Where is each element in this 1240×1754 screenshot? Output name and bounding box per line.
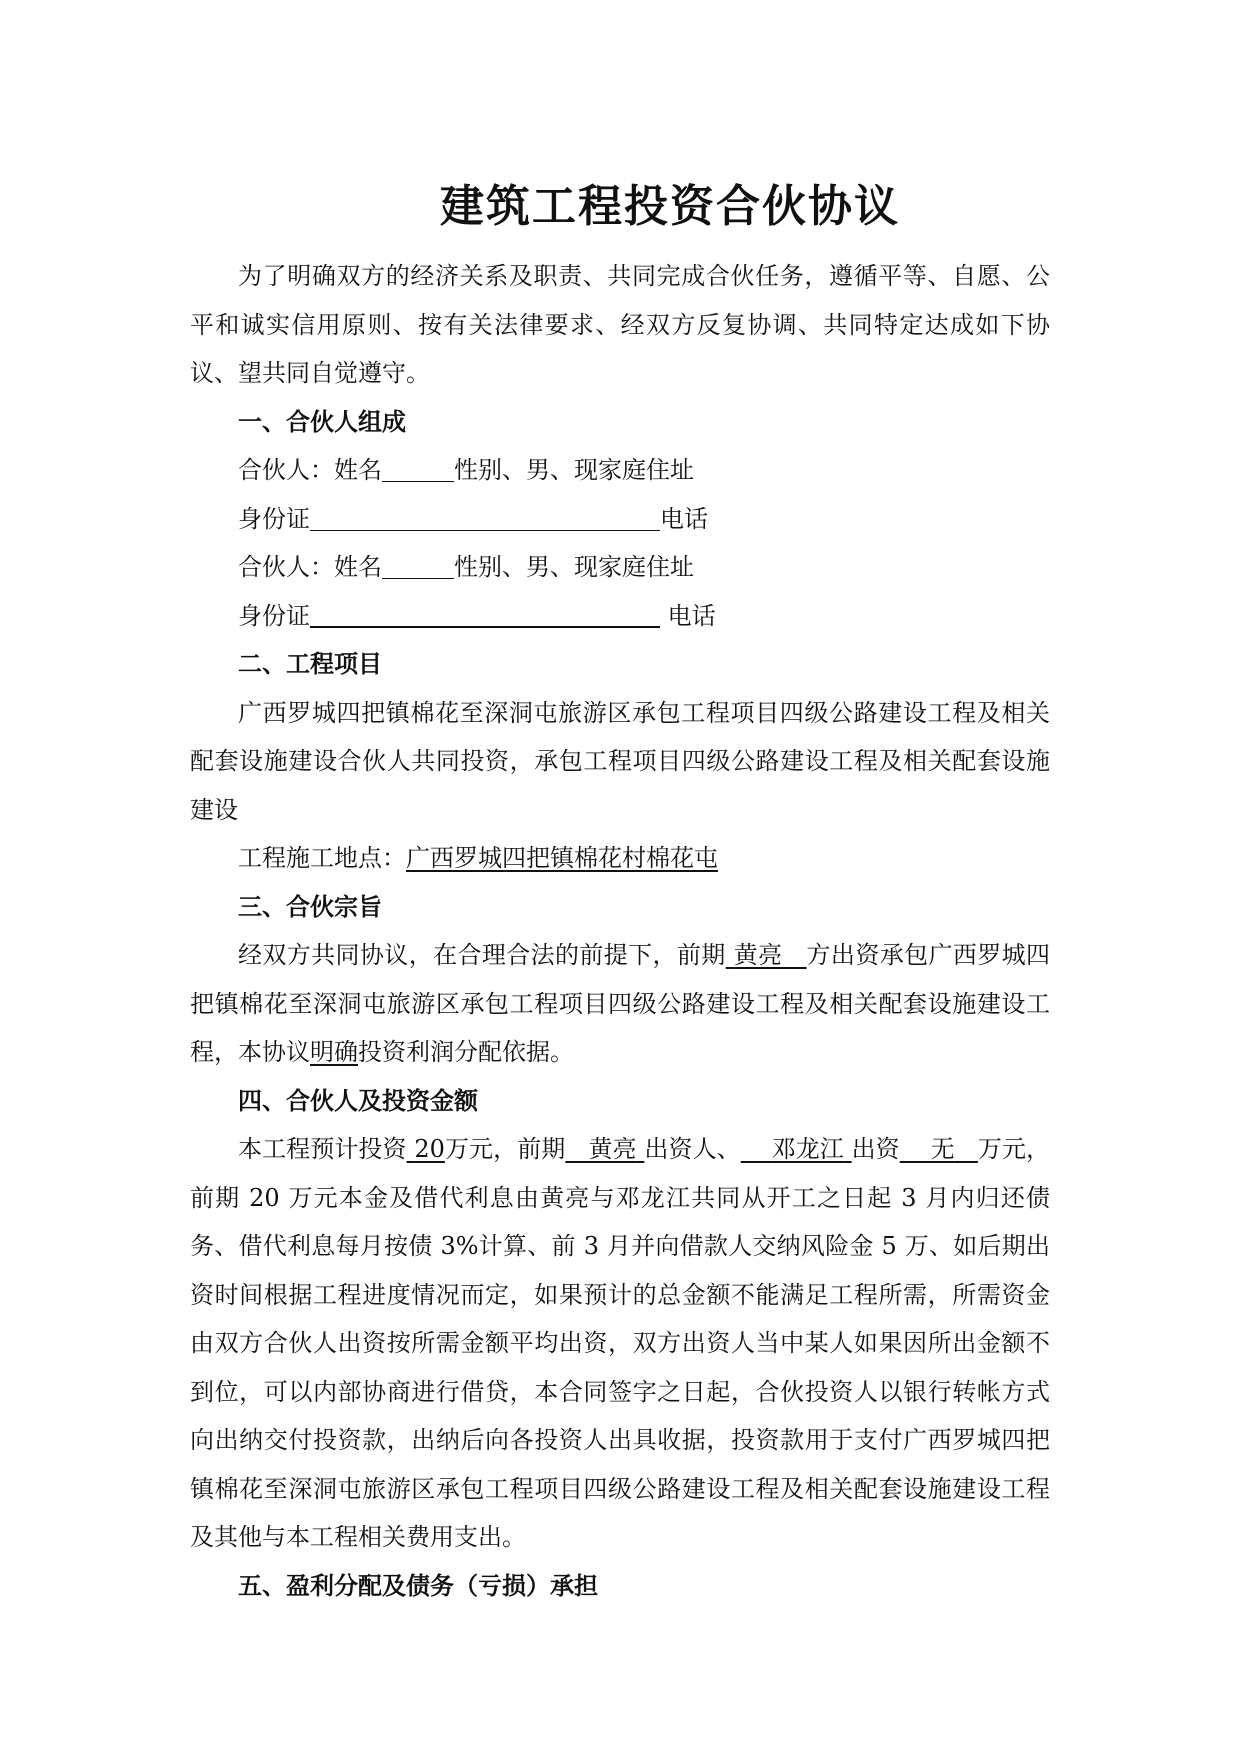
purpose-paragraph [190, 931, 1050, 1077]
purpose-party: 黄亮 [733, 941, 783, 969]
section2-heading: 二、工程项目 [238, 649, 382, 678]
partner2-name-label: 合伙人：姓名 [238, 553, 382, 581]
section4-heading: 四、合伙人及投资金额 [238, 1085, 478, 1115]
investment-text-4: 出资 [851, 1135, 900, 1163]
investor1-name: 黄亮 [588, 1135, 637, 1163]
intro-paragraph: 为了明确双方的经济关系及职责、共同完成合伙任务，遵循平等、自愿、公平和诚实信用原则、按有关法律要求、经双方反复协调、共同特定达成如下协议、望共同自觉遵守。 [190, 262, 1050, 387]
section1-heading: 一、合伙人组成 [238, 406, 406, 436]
phone1-label: 电话 [660, 504, 708, 533]
section5-heading: 五、盈利分配及债务（亏损）承担 [238, 1570, 598, 1600]
id2-blank[interactable] [310, 598, 660, 628]
investment-amount: 20 [414, 1135, 445, 1163]
id1-label: 身份证 [238, 504, 310, 533]
purpose-text-2: 方出资承包广西罗城四把镇棉花至深洞屯旅游区承包工程项目四级公路建设工程及相关配套设施建设工程，本协议 [190, 941, 1051, 1066]
investment-text-5: 万元，前期 20 万元本金及借代利息由黄亮与邓龙江共同从开工之日起 3 月内归还债务、借代利息每月按债 3%计算、前 3 月并向借款人交纳风险金 5 万、如后期出资时间根据工程进度情况而定，如果预计的总金额不能满足工程所需，所需资金由双方合伙人出资按所需金额平均出资，双方出资人当中某人如果因所出金额不到位，可以内部协商进行借贷，本合同签字之日起，合伙投资人以银行转帐方式向出纳交付投资款，出纳后向各投资人出具收据，投资款用于支付广西罗城四把镇棉花至深洞屯旅游区承包工程项目四级公路建设工程及相关配套设施建设工程及其他与本工程相关费用支出。 [190, 1135, 1051, 1551]
section3-heading: 三、合伙宗旨 [238, 891, 382, 921]
partner1-line [190, 446, 1050, 495]
document-body [190, 252, 1050, 1610]
partner1-name-label: 合伙人：姓名 [238, 456, 382, 484]
phone2-label: 电话 [667, 601, 716, 630]
purpose-text-3: 投资利润分配依据。 [358, 1038, 574, 1066]
investor2-name: 邓龙江 [771, 1135, 844, 1163]
investment-text-3: 出资人、 [644, 1135, 741, 1163]
id1-blank[interactable] [310, 502, 660, 531]
investment-paragraph [190, 1125, 1050, 1562]
investment-text-1: 本工程预计投资 [238, 1135, 407, 1163]
id2-label: 身份证 [238, 601, 310, 630]
location-value: 广西罗城四把镇棉花村棉花屯 [406, 844, 718, 872]
partner2-line [190, 543, 1050, 592]
location-label: 工程施工地点： [238, 844, 406, 872]
purpose-text-1: 经双方共同协议，在合理合法的前提下，前期 [238, 941, 726, 969]
partner2-gender-address-label: 性别、男、现家庭住址 [454, 553, 694, 581]
partner1-id-line [190, 495, 1050, 544]
project-paragraph: 广西罗城四把镇棉花至深洞屯旅游区承包工程项目四级公路建设工程及相关配套设施建设合伙人共同投资，承包工程项目四级公路建设工程及相关配套设施建设 [190, 698, 1050, 824]
partner2-id-line [190, 592, 1050, 641]
partner2-name-blank[interactable] [382, 550, 454, 579]
document-title: 建筑工程投资合伙协议 [440, 181, 900, 232]
partner1-name-blank[interactable] [382, 453, 454, 482]
investment-text-2: 万元，前期 [444, 1135, 566, 1163]
partner1-gender-address-label: 性别、男、现家庭住址 [454, 456, 694, 484]
purpose-emph: 明确 [310, 1038, 358, 1066]
location-line [190, 834, 1050, 883]
investment-amount-2: 无 [930, 1135, 955, 1163]
